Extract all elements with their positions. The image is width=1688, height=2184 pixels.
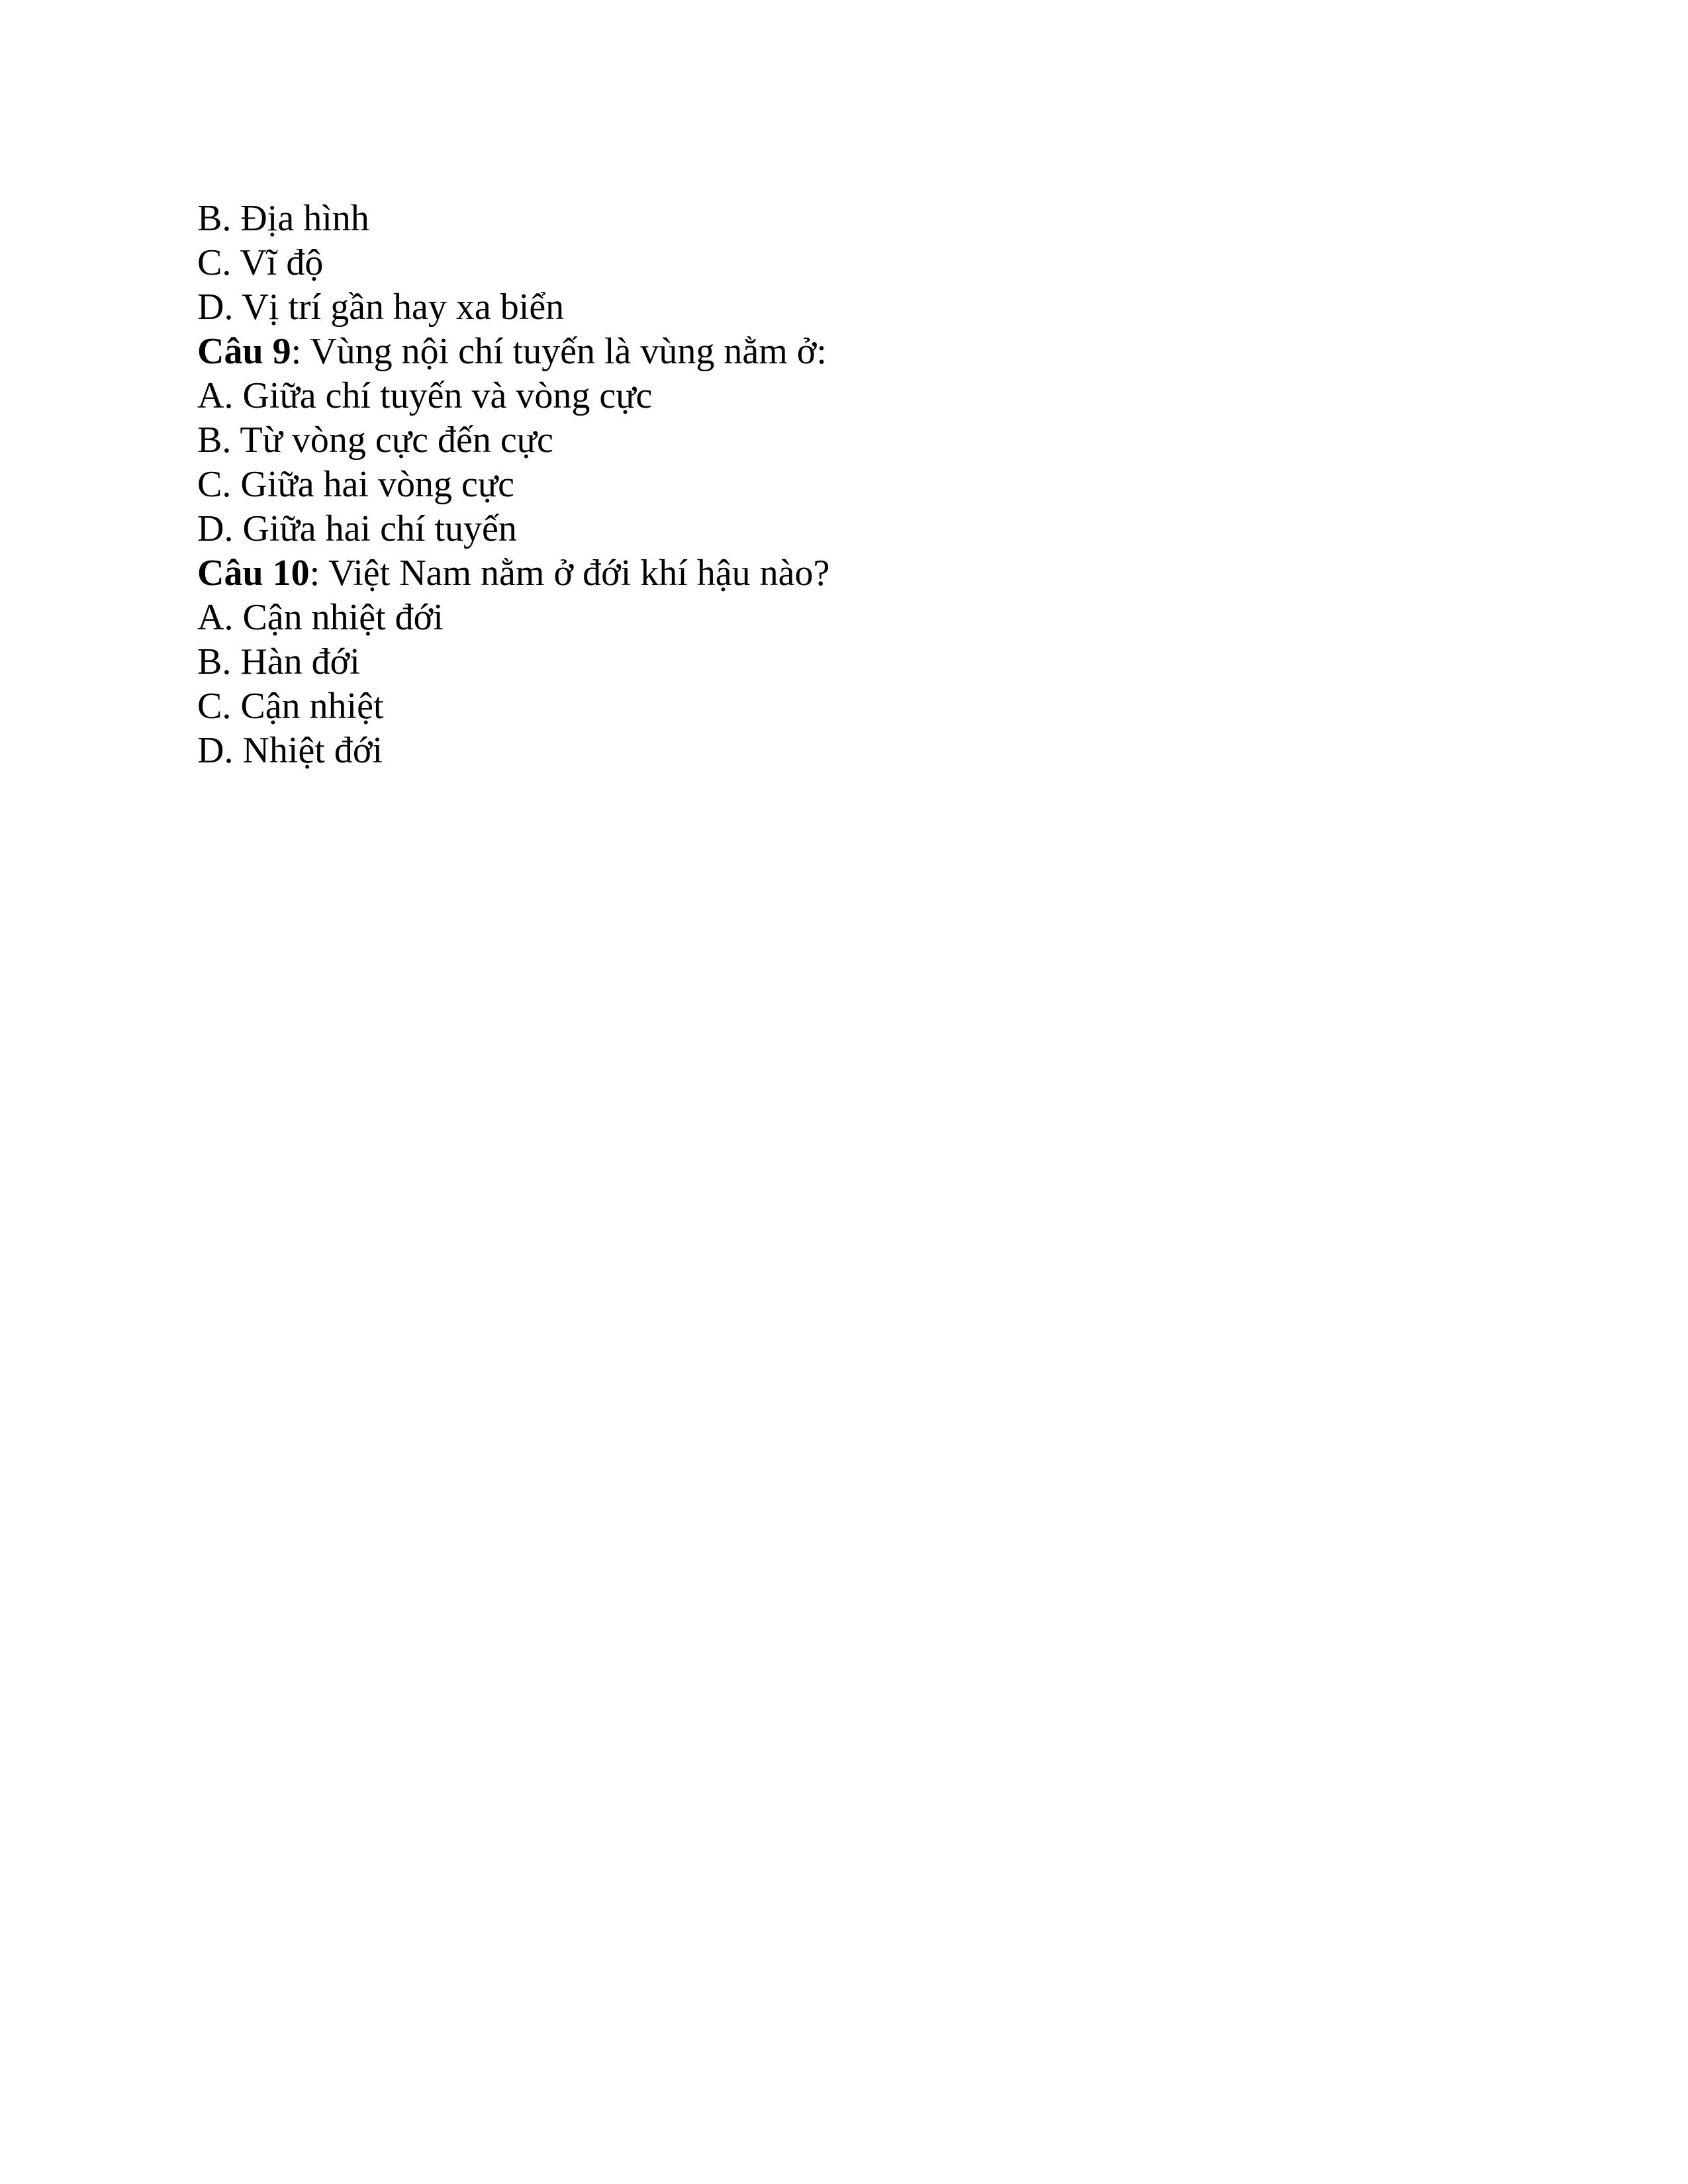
q10-option-d: D. Nhiệt đới [197,730,383,771]
question-10 [197,551,1495,596]
question-9-label: Câu 9 [197,331,291,372]
q8-option-d: D. Vị trí gần hay xa biển [197,287,565,328]
question-9 [197,330,1495,374]
q8-option-c: C. Vĩ độ [197,242,324,283]
q9-option-b: B. Từ vòng cực đến cực [197,420,553,461]
question-10-label: Câu 10 [197,553,310,594]
q9-option-d: D. Giữa hai chí tuyến [197,508,517,549]
q8-option-b: B. Địa hình [197,198,369,239]
question-9-text: : Vùng nội chí tuyến là vùng nằm ở: [291,331,827,372]
quiz-content [197,197,1495,773]
question-10-text: : Việt Nam nằm ở đới khí hậu nào? [309,553,830,594]
q10-option-a: A. Cận nhiệt đới [197,597,444,638]
q9-option-a: A. Giữa chí tuyến và vòng cực [197,375,653,416]
q10-option-c: C. Cận nhiệt [197,686,384,727]
q9-option-c: C. Giữa hai vòng cực [197,464,515,505]
q10-option-b: B. Hàn đới [197,641,360,682]
